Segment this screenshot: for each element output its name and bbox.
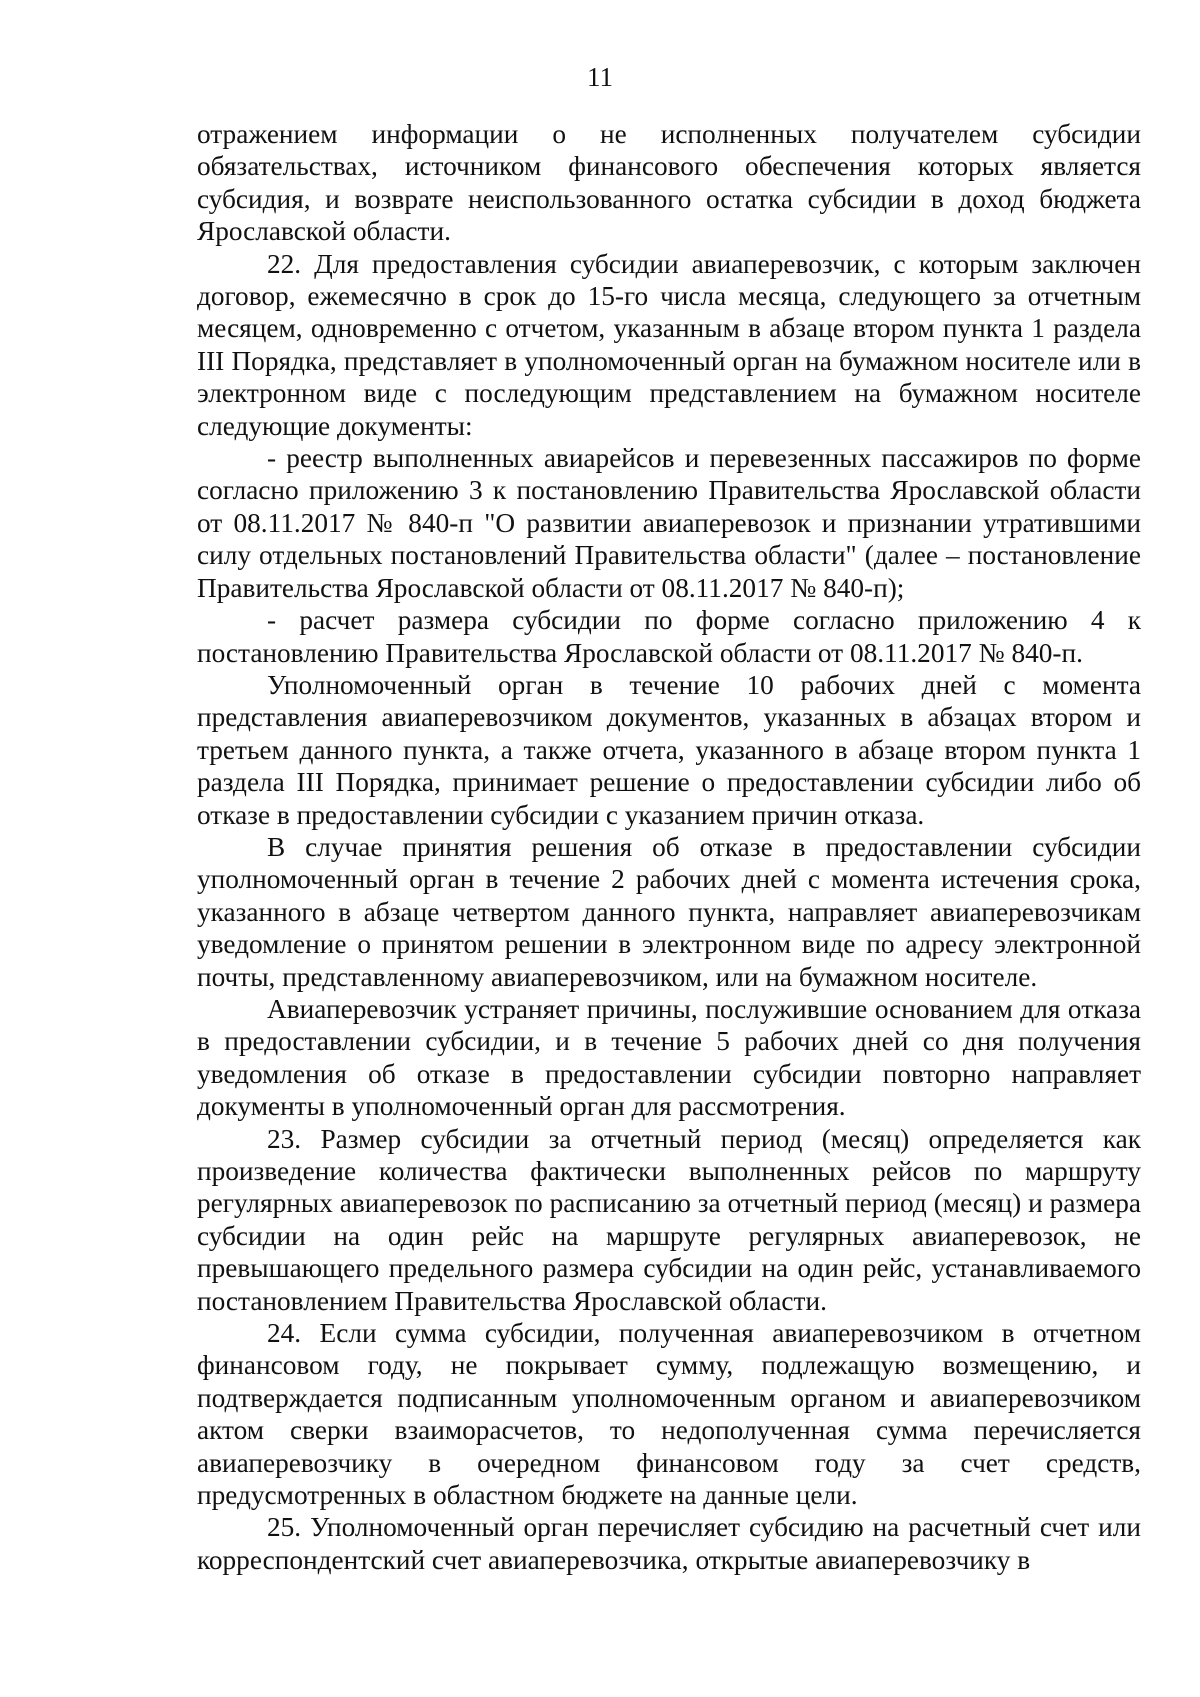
document-body xyxy=(197,118,1141,1576)
paragraph-review-term: Уполномоченный орган в течение 10 рабочих дней с момента представления авиаперевозчиком документов, указанных в абзацах втором и третьем данного пункта, а также отчета, указанного в абзаце втором пункта 1 раздела III Порядка, принимает решение о предоставлении субсидии либо об отказе в предоставлении субсидии с указанием причин отказа. xyxy=(197,669,1141,830)
paragraph-item-22: 22. Для предоставления субсидии авиаперевозчик, с которым заключен договор, ежемесячно в срок до 15-го числа месяца, следующего за отчетным месяцем, одновременно с отчетом, указанным в абзаце втором пункта 1 раздела III Порядка, представляет в уполномоченный орган на бумажном носителе или в электронном виде с последующим представлением на бумажном носителе следующие документы: xyxy=(197,248,1141,441)
paragraph-item-25: 25. Уполномоченный орган перечисляет субсидию на расчетный счет или корреспондентский счет авиаперевозчика, открытые авиаперевозчику в xyxy=(197,1512,1141,1575)
paragraph-refusal-notice: В случае принятия решения об отказе в предоставлении субсидии уполномоченный орган в течение 2 рабочих дней с момента истечения срока, указанного в абзаце четвертом данного пункта, направляет авиаперевозчикам уведомление о принятом решении в электронном виде по адресу электронной почты, представленному авиаперевозчиком, или на бумажном носителе. xyxy=(197,831,1141,992)
paragraph-resubmission: Авиаперевозчик устраняет причины, послужившие основанием для отказа в предоставлении субсидии, и в течение 5 рабочих дней со дня получения уведомления об отказе в предоставлении субсидии повторно направляет документы в уполномоченный орган для рассмотрения. xyxy=(197,993,1141,1122)
paragraph-list-registry: - реестр выполненных авиарейсов и перевезенных пассажиров по форме согласно приложению 3 к постановлению Правительства Ярославской области от 08.11.2017 № 840-п "О развитии авиаперевозок и признании утратившими силу отдельных постановлений Правительства области" (далее – постановление Правительства Ярославской области от 08.11.2017 № 840-п); xyxy=(197,443,1141,603)
paragraph-item-24: 24. Если сумма субсидии, полученная авиаперевозчиком в отчетном финансовом году, не покрывает сумму, подлежащую возмещению, и подтверждается подписанным уполномоченным органом и авиаперевозчиком актом сверки взаиморасчетов, то недополученная сумма перечисляется авиаперевозчику в очередном финансовом году за счет средств, предусмотренных в областном бюджете на данные цели. xyxy=(197,1318,1141,1511)
page-number: 11 xyxy=(587,62,613,92)
paragraph-continuation: отражением информации о не исполненных получателем субсидии обязательствах, источником финансового обеспечения которых является субсидия, и возврате неиспользованного остатка субсидии в доход бюджета Ярославской области. xyxy=(197,119,1141,247)
paragraph-item-23: 23. Размер субсидии за отчетный период (месяц) определяется как произведение количества фактически выполненных рейсов по маршруту регулярных авиаперевозок по расписанию за отчетный период (месяц) и размера субсидии на один рейс на маршруте регулярных авиаперевозок, не превышающего предельного размера субсидии на один рейс, устанавливаемого постановлением Правительства Ярославской области. xyxy=(197,1123,1141,1316)
paragraph-list-calculation: - расчет размера субсидии по форме согласно приложению 4 к постановлению Правительства Ярославской области от 08.11.2017 № 840-п. xyxy=(197,605,1141,668)
